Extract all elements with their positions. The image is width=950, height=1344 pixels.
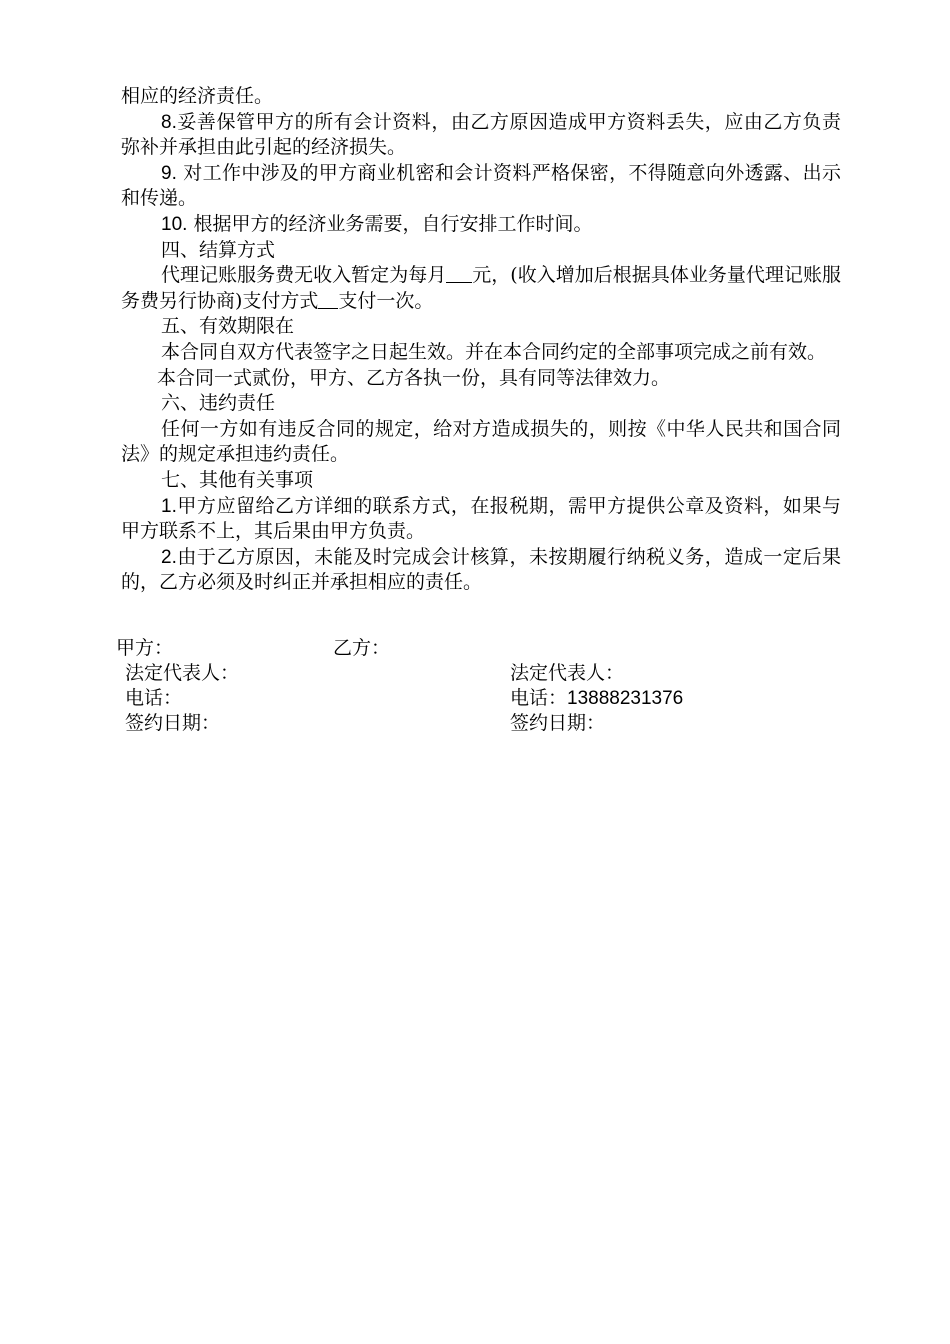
clause-number: 9. xyxy=(161,162,177,184)
contract-body xyxy=(121,84,841,596)
clause-number: 1. xyxy=(161,495,177,517)
breach-paragraph: 任何一方如有违反合同的规定，给对方造成损失的，则按《中华人民共和国合同法》的规定承担违约责任。 xyxy=(121,417,841,466)
validity-paragraph: 本合同自双方代表签字之日起生效。并在本合同约定的全部事项完成之前有效。 xyxy=(161,340,827,363)
party-b-phone-number: 13888231376 xyxy=(567,688,684,709)
fee-amount-blank xyxy=(446,263,472,283)
section-heading-other: 七、其他有关事项 xyxy=(161,468,314,491)
copies-paragraph: 本合同一式贰份，甲方、乙方各执一份，具有同等法律效力。 xyxy=(157,366,671,389)
section-heading-settlement: 四、结算方式 xyxy=(161,238,276,261)
section-heading-breach: 六、违约责任 xyxy=(161,392,276,415)
party-b-phone-label: 电话： xyxy=(510,687,568,709)
clause-number: 2. xyxy=(161,546,177,568)
clause-9: 9. 对工作中涉及的甲方商业机密和会计资料严格保密，不得随意向外透露、出示和传递。 xyxy=(121,161,841,210)
settlement-paragraph: 代理记账服务费无收入暂定为每月 元，(收入增加后根据具体业务量代理记账服务费另行协商)支付方式 支付一次。 xyxy=(121,264,841,312)
other-clause-1: 1.甲方应留给乙方详细的联系方式，在报税期，需甲方提供公章及资料，如果与甲方联系不上，其后果由甲方负责。 xyxy=(121,494,841,543)
party-b-label: 乙方： xyxy=(333,637,391,659)
party-a-sign-date: 签约日期： xyxy=(125,712,221,734)
party-b-phone xyxy=(510,686,683,711)
clause-8: 8.妥善保管甲方的所有会计资料，由乙方原因造成甲方资料丢失，应由乙方负责弥补并承担由此引起的经济损失。 xyxy=(121,110,841,159)
party-b-sign-date: 签约日期： xyxy=(510,712,606,734)
clause-number: 8. xyxy=(161,111,177,133)
other-clause-2: 2.由于乙方原因，未能及时完成会计核算，未按期履行纳税义务，造成一定后果的，乙方必须及时纠正并承担相应的责任。 xyxy=(121,545,841,594)
paragraph-economic-liability-end: 相应的经济责任。 xyxy=(121,85,274,107)
section-heading-validity: 五、有效期限在 xyxy=(161,315,295,338)
clause-number: 10. xyxy=(161,213,188,235)
payment-method-blank xyxy=(318,289,338,309)
party-a-representative: 法定代表人： xyxy=(125,662,240,684)
party-a-phone-label: 电话： xyxy=(125,687,183,709)
party-b-representative: 法定代表人： xyxy=(510,662,625,684)
clause-10: 10. 根据甲方的经济业务需要，自行安排工作时间。 xyxy=(161,212,593,235)
party-a-label: 甲方： xyxy=(116,637,174,659)
